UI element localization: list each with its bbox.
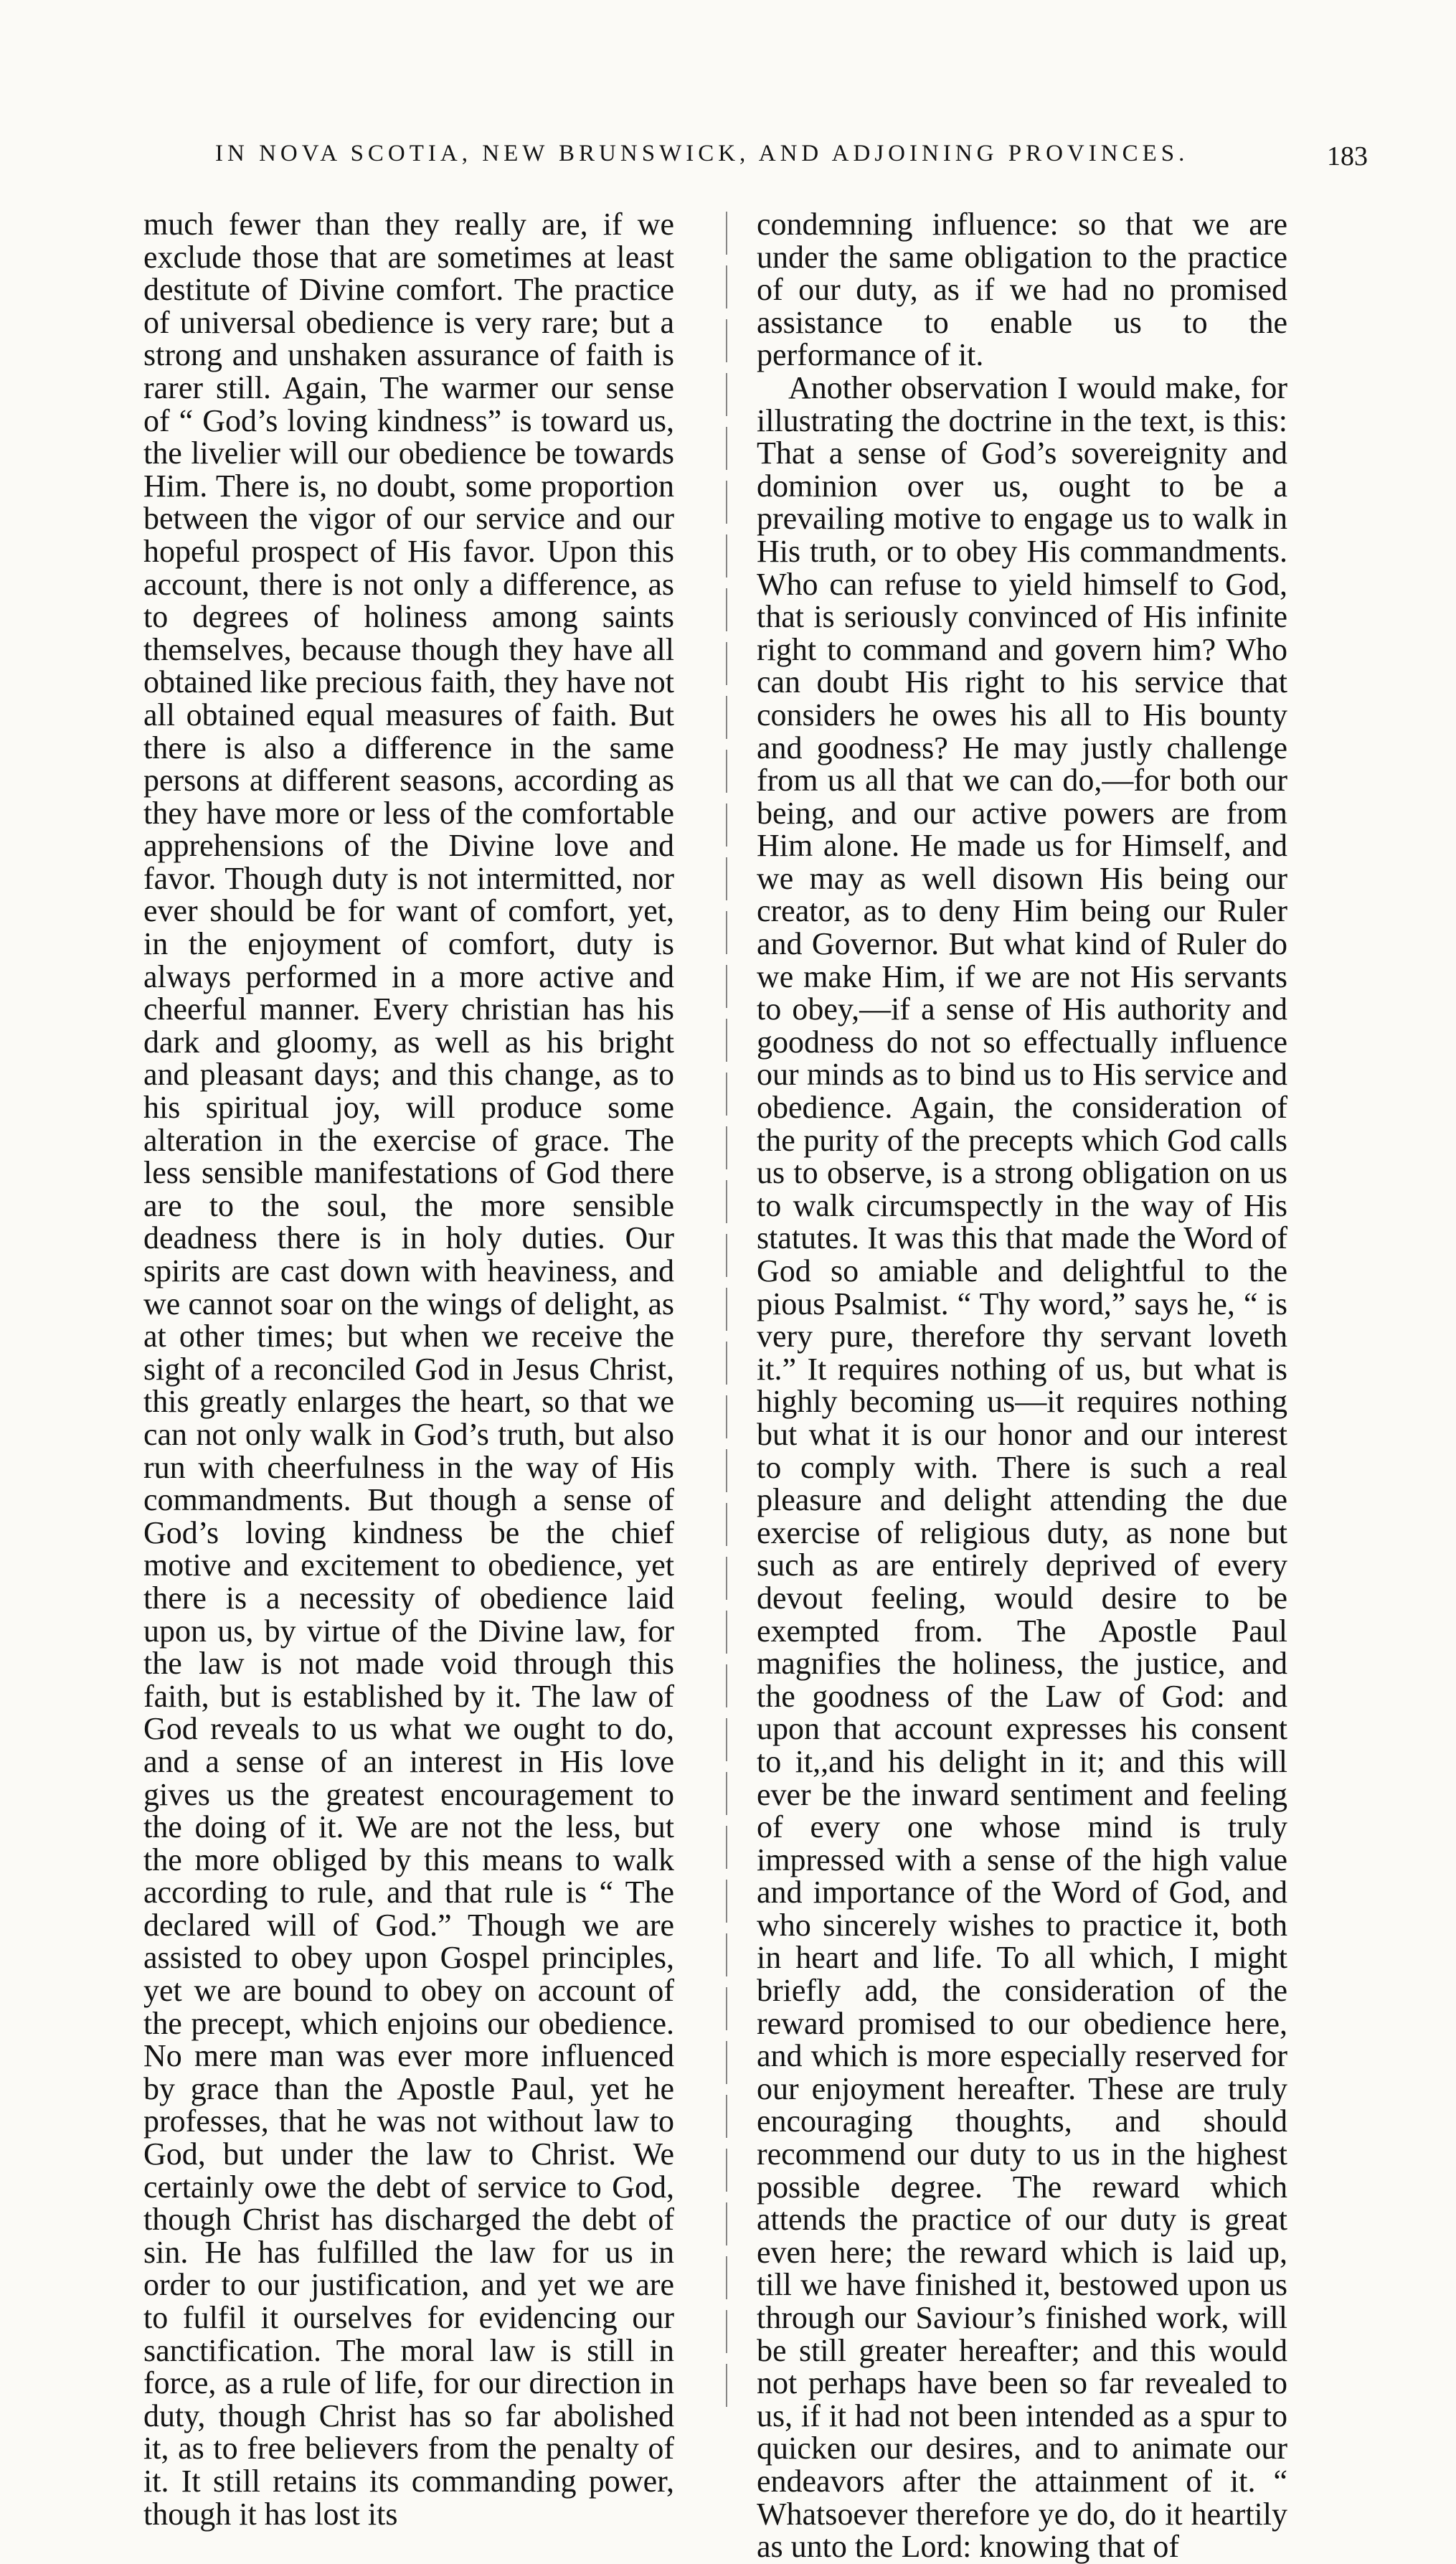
left-column — [143, 208, 674, 2530]
right-paragraph-1: condemning influence: so that we are under the same obligation to the practice of our duty, as if we had no promised assistance to enable us to the performance of it. — [757, 207, 1287, 373]
page-header — [0, 141, 1456, 184]
right-column — [757, 208, 1287, 2563]
left-paragraph-1: much fewer than they really are, if we exclude those that are sometimes at least destitute of Divine comfort. The practice of universal obedience is very rare; but a strong and unshaken assurance of faith is rarer still. Again, The warmer our sense of “ God’s loving kindness” is toward us, the livelier will our obedience be towards Him. There is, no doubt, some proportion between the vigor of our service and our hopeful prospect of His favor. Upon this account, there is not only a difference, as to degrees of holiness among saints themselves, because though they have all obtained like precious faith, they have not all obtained equal measures of faith. But there is also a difference in the same persons at different seasons, according as they have more or less of the comfortable apprehensions of the Divine love and favor. Though duty is not intermitted, nor ever should be for want of comfort, yet, in the enjoyment of comfort, duty is always performed in a more active and cheerful manner. Every christian has his dark and gloomy, as well as his bright and pleasant days; and this change, as to his spiritual joy, will produce some alteration in the exercise of grace. The less sensible manifestations of God there are to the soul, the more sensible deadness there is in holy duties. Our spirits are cast down with heaviness, and we cannot soar on the wings of delight, as at other times; but when we receive the sight of a reconciled God in Jesus Christ, this greatly enlarges the heart, so that we can not only walk in God’s truth, but also run with cheerfulness in the way of His commandments. But though a sense of God’s loving kindness be the chief motive and excitement to obedience, yet there is a necessity of obedience laid upon us, by virtue of the Divine law, for the law is not made void through this faith, but is established by it. The law of God reveals to us what we ought to do, and a sense of an interest in His love gives us the greatest encouragement to the doing of it. We are not the less, but the more obliged by this means to walk according to rule, and that rule is “ The declared will of God.” Though we are assisted to obey upon Gospel principles, yet we are bound to obey on account of the precept, which enjoins our obedience. No mere man was ever more influenced by grace than the Apostle Paul, yet he professes, that he was not without law to God, but under the law to Christ. We certainly owe the debt of service to God, though Christ has discharged the debt of sin. He has fulfilled the law for us in order to our justification, and yet we are to fulfil it ourselves for evidencing our sanctification. The moral law is still in force, as a rule of life, for our direction in duty, though Christ has so far abolished it, as to free believers from the penalty of it. It still retains its commanding power, though it has lost its — [143, 207, 674, 2532]
page-number: 183 — [1327, 141, 1368, 171]
right-paragraph-2: Another observation I would make, for illustrating the doctrine in the text, is this: That a sense of God’s sovereignity and dominion over us, ought to be a prevailing motive to engage us to walk in His truth, or to obey His commandments. Who can refuse to yield himself to God, that is seriously convinced of His infinite right to command and govern him? Who can doubt His right to his service that considers he owes his all to His bounty and goodness? He may justly challenge from us all that we can do,—for both our being, and our active powers are from Him alone. He made us for Himself, and we may as well disown His being our creator, as to deny Him being our Ruler and Governor. But what kind of Ruler do we make Him, if we are not His servants to obey,—if a sense of His authority and goodness do not so effectually influence our minds as to bind us to His service and obedience. Again, the consideration of the purity of the precepts which God calls us to observe, is a strong obligation on us to walk circumspectly in the way of His statutes. It was this that made the Word of God so amiable and delightful to the pious Psalmist. “ Thy word,” says he, “ is very pure, therefore thy servant loveth it.” It requires nothing of us, but what is highly becoming us—it requires nothing but what it is our honor and our interest to comply with. There is such a real pleasure and delight attending the due exercise of religious duty, as none but such as are entirely deprived of every devout feeling, would desire to be exempted from. The Apostle Paul magnifies the holiness, the justice, and the goodness of the Law of God: and upon that account expresses his consent to it,,and his delight in it; and this will ever be the inward sentiment and feeling of every one whose mind is truly impressed with a sense of the high value and importance of the Word of God, and who sincerely wishes to practice it, both in heart and life. To all which, I might briefly add, the consideration of the reward promised to our obedience here, and which is more especially reserved for our enjoyment hereafter. These are truly encouraging thoughts, and should recommend our duty to us in the highest possible degree. The reward which attends the practice of our duty is great even here; the reward which is laid up, till we have finished it, bestowed upon us through our Saviour’s finished work, will be still greater hereafter; and this would not perhaps have been so far revealed to us, if it had not been intended as a spur to quicken our desires, and to animate our endeavors after the attainment of it. “ Whatsoever therefore ye do, do it heartily as unto the Lord: knowing that of — [757, 369, 1287, 2564]
running-head: IN NOVA SCOTIA, NEW BRUNSWICK, AND ADJOINING PROVINCES. — [215, 141, 1189, 166]
column-divider — [726, 212, 727, 2414]
